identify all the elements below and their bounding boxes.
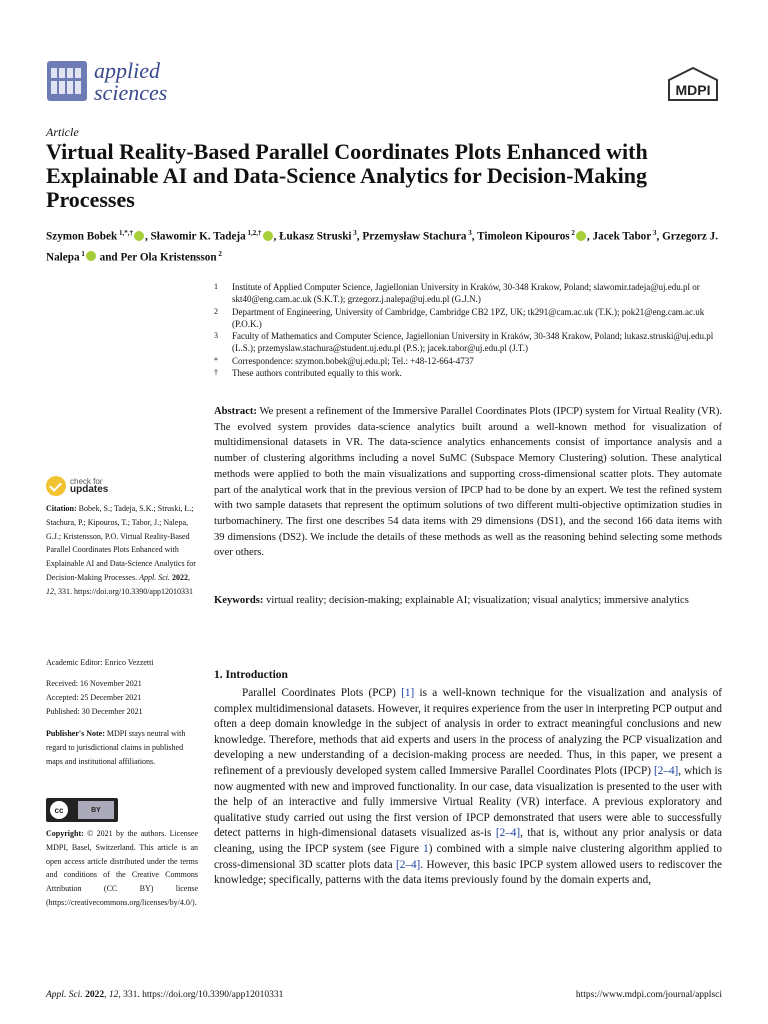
article-type: Article: [46, 125, 79, 139]
citation-label: Citation:: [46, 504, 77, 513]
journal-logo: [46, 60, 196, 106]
journal-name: [94, 60, 167, 104]
introduction-text: , which is now augmented with new and improved functionality. In our case, data visualization is presented to the user with the help of an interactive and fully immersive Virtual Reality (VR) interface. A previous exploratory and qualitative study carried out using the first version of IPCP demonstrated that users were able to successfully detect patterns in high-dimensional datasets visualized as-is: [214, 764, 722, 840]
author-affiliation-mark: 1: [79, 249, 85, 258]
introduction-text: . However, this basic IPCP system allowed users to rediscover the knowledge; specifically, patterns with the data items previously found by the domain experts and,: [214, 858, 722, 887]
date-accepted: Accepted: 25 December 2021: [46, 692, 142, 702]
abstract-text: We present a refinement of the Immersive Parallel Coordinates Plots (IPCP) system for Virtual Reality (VR). The evolved system provides data-science analytics built around a well-known method for visualization of multidimensional datasets in VR. The data-science analytics enhancements consist of importance analysis and a number of clustering algorithms including a novel SuMC (Subspace Memory Clustering) solution. These analytical methods were applied to both the main visualizations and supporting cross-dimensional scatter plots. They automate part of the analytical work that in the previous version of IPCP had to be done by an expert. We test the refined system with two sample datasets that represent the optimum solutions of two different multi-objective optimization studies in turbomachinery. The first one describes 54 data items with 29 dimensions (DS1), and the second 166 data items with 39 dimensions (DS2). We include the details of these methods as well as the reasoning behind selecting some methods over others.: [214, 406, 722, 559]
author-name: Sławomir K. Tadeja: [150, 230, 246, 243]
footer-journal-url[interactable]: https://www.mdpi.com/journal/applsci: [575, 990, 722, 1000]
author-separator: ,: [656, 230, 663, 243]
copyright-text: © 2021 by the authors. Licensee MDPI, Basel, Switzerland. This article is an open access article distributed under the terms and conditions of the Creative Commons Attribution (CC BY) license (https://creativecommons.org/licenses/by/4.0/).: [46, 829, 198, 907]
checkmark-icon: [46, 476, 66, 496]
author-name: Timoleon Kipouros: [477, 230, 570, 243]
cc-icon: cc: [50, 801, 68, 819]
author-affiliation-mark: 2: [569, 229, 575, 237]
reference-link[interactable]: [1]: [401, 687, 415, 699]
affiliation-item: [214, 367, 734, 379]
introduction-text: Parallel Coordinates Plots (PCP): [242, 687, 402, 699]
publishers-note: [46, 727, 198, 768]
affiliation-text: These authors contributed equally to this work.: [232, 368, 402, 379]
reference-link[interactable]: [2–4]: [396, 858, 421, 871]
publication-dates: [46, 677, 198, 718]
introduction-text: , that is, without any prior analysis or data cleaning, using the IPCP system (see Figure: [214, 827, 722, 855]
citation-block: Citation: Bobek, S.; Tadeja, S.K.; Struski, Ł.; Stachura, P.; Kipouros, T.; Tabor, J.; Nalepa, G.J.; Kristensson, P.O. Virtual Reality-Based Parallel Coordinates Plots Enhanced with Explainable AI and Data-Science Analytics for Decision-Making Processes. Appl. Sci. 2022, 12, 331. https://doi.org/10.3390/app12010331: [46, 504, 196, 596]
introduction-body: [214, 686, 722, 889]
author-separator: ,: [356, 230, 363, 243]
keywords: [214, 593, 722, 609]
affiliation-text: Faculty of Mathematics and Computer Science, Jagiellonian University in Kraków, 30-348 Krakow, Poland; lukasz.struski@uj.edu.pl (L.S.); przemyslaw.stachura@student.uj.edu.pl (P.S.); jacek.tabor@uj.edu.pl (J.T.): [232, 331, 714, 354]
affiliation-mark: *: [214, 355, 218, 365]
abstract-label: Abstract:: [214, 406, 257, 417]
author-separator: ,: [273, 230, 280, 243]
reference-link[interactable]: [2–4]: [495, 827, 521, 840]
check-updates-line2: updates: [70, 484, 109, 495]
copyright-block: [46, 827, 198, 910]
affiliation-item: [214, 306, 734, 331]
affiliation-item: [214, 330, 734, 355]
journal-name-line2: sciences: [94, 80, 168, 105]
section-heading: 1. Introduction: [214, 669, 288, 681]
author-separator: ,: [586, 230, 593, 243]
keywords-label: Keywords:: [214, 595, 264, 606]
pubnote-label: Publisher's Note:: [46, 729, 105, 738]
author-affiliation-mark: 3: [651, 229, 657, 237]
affiliation-item: [214, 281, 734, 306]
date-published: Published: 30 December 2021: [46, 706, 143, 716]
affiliation-mark: 2: [214, 306, 218, 316]
introduction-text: ) combined with a simple naive clustering algorithm applied to cross-dimensional 3D scatter plots data: [214, 842, 722, 871]
footer-volume: 12: [108, 990, 119, 1000]
introduction-text: is a well-known technique for the visualization and analysis of complex multidimensional datasets. However, it requires experience from the user in interpreting PCP output and often a deep domain knowledge in the subject of analysis in order to extract meaningful conclusions and new knowledge. Therefore, methods that aid experts and users in the process of analyzing the PCP visualization and developing a new understanding of a decision-making process are needed. Thus, in this paper, we present a refinement of a previously developed system called Immersive Parallel Coordinates Plots (IPCP): [214, 687, 722, 777]
author-affiliation-mark: 2: [216, 249, 222, 258]
affiliation-text: Department of Engineering, University of Cambridge, Cambridge CB2 1PZ, UK; tk291@cam.ac.uk (T.K.); pok21@eng.cam.ac.uk (P.O.K.): [232, 306, 705, 329]
author-separator: and: [96, 251, 121, 264]
reference-link[interactable]: 1: [423, 842, 429, 855]
by-icon: BY: [78, 801, 114, 819]
check-for-updates-button[interactable]: [46, 474, 146, 498]
citation-text: Bobek, S.; Tadeja, S.K.; Struski, Ł.; Stachura, P.; Kipouros, T.; Tabor, J.; Nalepa, G.J.; Kristensson, P.O. Virtual Reality-Based Parallel Coordinates Plots Enhanced with Explainable AI and Data-Science Analytics for Decision-Making Processes.: [46, 504, 196, 582]
orcid-icon[interactable]: [263, 231, 273, 241]
pubnote-text: MDPI stays neutral with regard to jurisdictional claims in published maps and institutional affiliations.: [46, 729, 186, 766]
introduction-paragraph: [214, 686, 722, 889]
footer-year: 2022: [85, 990, 105, 1000]
check-updates-line1: check for: [70, 477, 103, 486]
affiliation-mark: 3: [214, 331, 218, 341]
date-received: Received: 16 November 2021: [46, 679, 142, 688]
affiliation-item: [214, 355, 734, 367]
academic-editor: Academic Editor: Enrico Vezzetti: [46, 658, 154, 667]
citation-year: 2022: [171, 572, 188, 582]
author-separator: ,: [144, 230, 151, 243]
article-title: Virtual Reality-Based Parallel Coordinates Plots Enhanced with Explainable AI and Data-Science Analytics for Decision-Making Processes: [46, 139, 648, 212]
footer-journal: Appl. Sci.: [46, 990, 83, 1000]
check-updates-text: [70, 478, 108, 494]
mdpi-logo-text: MDPI: [675, 82, 711, 98]
author-affiliation-mark: 1,*,†: [117, 229, 133, 237]
citation-volume: 12: [46, 586, 54, 596]
author-affiliation-mark: 1,2,†: [245, 229, 262, 237]
author-name: Szymon Bobek: [46, 230, 118, 243]
cc-by-license-badge[interactable]: [46, 798, 118, 822]
author-name: Per Ola Kristensson: [120, 251, 217, 264]
affiliation-text: Institute of Applied Computer Science, Jagiellonian University in Kraków, 30-348 Krakow, Poland; slawomir.tadeja@uj.edu.pl or skt40@eng.cam.ac.uk (S.K.T.); grzegorz.j.nalepa@uj.edu.pl (G.J.N.): [232, 282, 700, 305]
author-list: [46, 225, 736, 266]
affiliation-text: Correspondence: szymon.bobek@uj.edu.pl; Tel.: +48-12-664-4737: [232, 355, 474, 366]
journal-emblem-icon: [46, 60, 88, 102]
author-affiliation-mark: 3: [466, 229, 472, 237]
orcid-icon[interactable]: [134, 231, 144, 241]
footer-citation: Appl. Sci. 2022, 12, 331. https://doi.org/10.3390/app12010331: [46, 990, 284, 1000]
affiliation-mark: †: [214, 368, 218, 378]
affiliation-mark: 1: [214, 282, 218, 291]
orcid-icon[interactable]: [86, 251, 96, 261]
reference-link[interactable]: [2–4]: [654, 764, 679, 777]
keywords-text: virtual reality; decision-making; explainable AI; visualization; visual analytics; immersive analytics: [266, 595, 689, 606]
author-name: Grzegorz J. Nalepa: [46, 230, 718, 264]
citation-journal: Appl. Sci.: [139, 572, 170, 582]
author-name: Łukasz Struski: [279, 230, 352, 243]
orcid-icon[interactable]: [576, 231, 586, 241]
abstract: [214, 404, 722, 561]
footer-doi[interactable]: , 331. https://doi.org/10.3390/app12010331: [118, 990, 284, 1000]
citation-doi[interactable]: , 331. https://doi.org/10.3390/app12010331: [54, 586, 193, 596]
journal-name-line1: applied: [94, 58, 160, 83]
mdpi-logo[interactable]: [664, 66, 722, 106]
copyright-label: Copyright:: [46, 829, 84, 838]
author-affiliation-mark: 3: [351, 229, 357, 237]
author-separator: ,: [471, 230, 478, 243]
author-name: Jacek Tabor: [592, 230, 652, 243]
affiliations: [214, 281, 734, 379]
author-name: Przemysław Stachura: [362, 230, 467, 243]
